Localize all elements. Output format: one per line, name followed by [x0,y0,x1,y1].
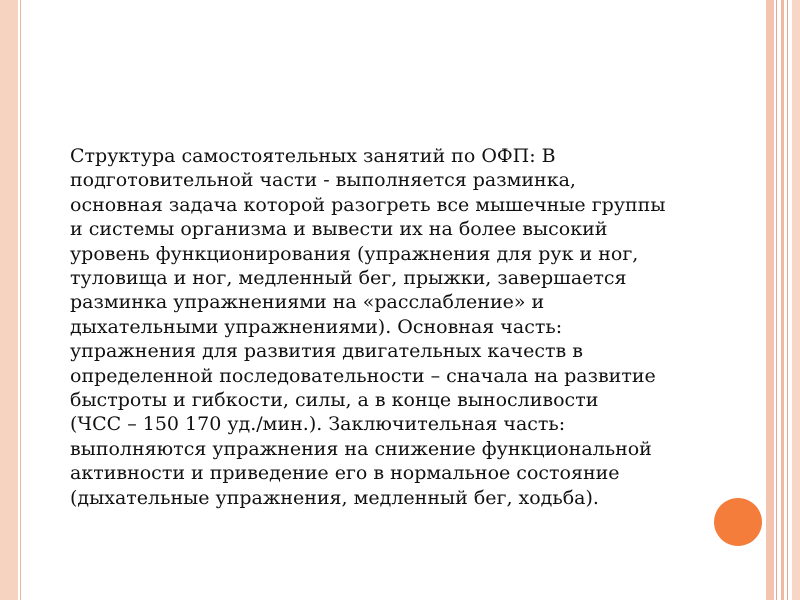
text-line: выполняются упражнения на снижение функциональной [70,437,652,460]
text-line: (ЧСС – 150 170 уд./мин.). Заключительная часть: [70,413,566,436]
text-line: упражнения для развития двигательных качеств в [70,340,583,363]
text-line: определенной последовательности – сначала на развитие [70,364,656,387]
text-line: (дыхательные упражнения, медленный бег, ходьба). [70,486,599,509]
text-line: туловища и ног, медленный бег, прыжки, завершается [70,267,627,290]
left-border-line [20,0,21,600]
text-line: разминка упражнениями на «расслабление» и [70,291,545,314]
text-line: уровень функционирования (упражнения для рук и ног, [70,242,639,265]
text-line: активности и приведение его в нормальное состояние [70,462,620,485]
right-border-stripe [787,0,788,600]
orange-circle-icon [714,498,762,546]
text-line: основная задача которой разогреть все мышечные группы [70,193,666,216]
text-line: Структура самостоятельных занятий по ОФП: В [70,145,556,167]
text-line: подготовительной части - выполняется разминка, [70,169,576,192]
bullet-item [42,144,702,510]
right-border-stripe [781,0,784,600]
left-border-band [0,0,18,600]
text-line: быстроты и гибкости, силы, а в конце выносливости [70,389,599,412]
right-border-stripe [766,0,774,600]
slide-content [42,144,702,510]
text-line: и системы организма и вывести их на более высокий [70,218,608,241]
bullet-text [70,144,690,510]
right-border-stripe [776,0,777,600]
bullet-icon [42,144,70,146]
text-line: дыхательными упражнениями). Основная часть: [70,315,563,338]
right-border-stripe [792,0,800,600]
